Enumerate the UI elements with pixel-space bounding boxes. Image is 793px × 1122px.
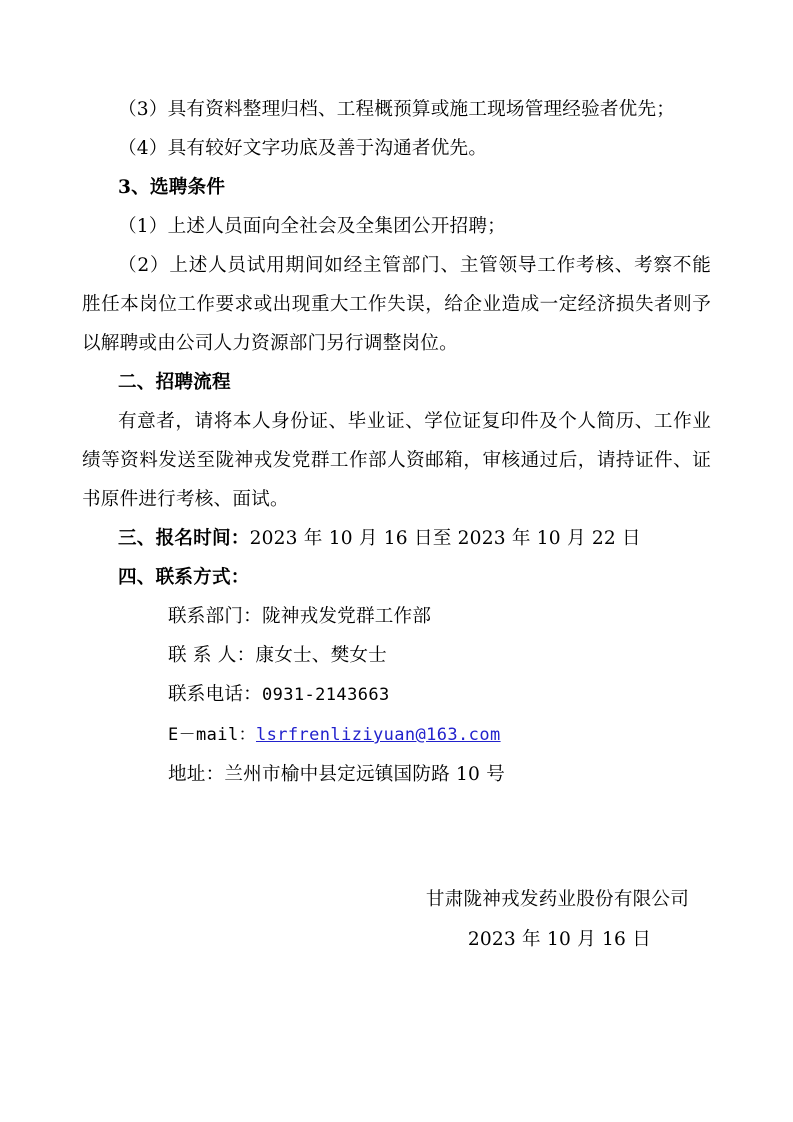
signature-block — [82, 880, 711, 960]
signup-time-label: 三、报名时间： — [118, 528, 250, 549]
signup-time-line — [82, 519, 711, 558]
signup-time-value: 2023 年 10 月 16 日至 2023 年 10 月 22 日 — [249, 528, 641, 549]
paragraph-condition-2: （2）上述人员试用期间如经主管部门、主管领导工作考核、考察不能胜任本岗位工作要求或出现重大工作失误，给企业造成一定经济损失者则予以解聘或由公司人力资源部门另行调整岗位。 — [82, 255, 711, 354]
paragraph-requirement-3: （3）具有资料整理归档、工程概预算或施工现场管理经验者优先； — [118, 99, 676, 120]
contact-person-label: 联 系 人： — [168, 645, 256, 666]
contact-list — [82, 597, 711, 794]
contact-phone — [82, 675, 711, 715]
contact-person-value: 康女士、樊女士 — [255, 645, 387, 666]
signature-date: 2023 年 10 月 16 日 — [467, 929, 651, 950]
paragraph-condition-1: （1）上述人员面向全社会及全集团公开招聘； — [118, 216, 506, 237]
contact-address — [82, 755, 711, 794]
document-body — [82, 90, 711, 960]
contact-address-label: 地址： — [168, 764, 225, 785]
paragraph-requirement-4: （4）具有较好文字功底及善于沟通者优先。 — [118, 138, 488, 159]
contact-email-label: E－mail： — [168, 725, 256, 745]
contact-email — [82, 715, 711, 755]
heading-selection-conditions: 3、选聘条件 — [118, 177, 226, 198]
heading-contact: 四、联系方式： — [118, 567, 250, 588]
paragraph-process-detail: 有意者，请将本人身份证、毕业证、学位证复印件及个人简历、工作业绩等资料发送至陇神戎发党群工作部人资邮箱，审核通过后，请持证件、证书原件进行考核、面试。 — [82, 411, 711, 510]
contact-address-value: 兰州市榆中县定远镇国防路 10 号 — [224, 764, 505, 785]
contact-department-label: 联系部门： — [168, 606, 262, 627]
contact-phone-value: 0931-2143663 — [261, 685, 390, 705]
signature-company: 甘肃陇神戎发药业股份有限公司 — [425, 889, 689, 910]
contact-department-value: 陇神戎发党群工作部 — [261, 606, 432, 627]
heading-recruitment-process: 二、招聘流程 — [118, 372, 231, 393]
contact-person — [82, 636, 711, 675]
contact-department — [82, 597, 711, 636]
contact-phone-label: 联系电话： — [168, 684, 262, 705]
contact-email-link[interactable]: lsrfrenliziyuan@163.com — [255, 725, 501, 745]
